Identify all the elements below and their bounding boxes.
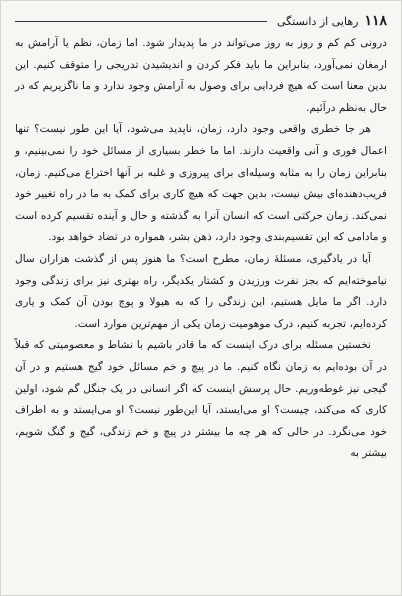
paragraph: هر جا خطری واقعی وجود دارد، زمان، ناپدید می‌شود، آیا این طور نیست؟ تنها اعمال فوری و آنی واقعیت دارند. اما ما خطر بسیاری از مسائل خود را نمی‌بینیم، و بنابراین زمان را به مثابه وسیله‌ای برای پیروزی و غلبه بر آنها اختراع می‌کنیم. زمان، فریب‌دهنده‌ای بیش نیست، بدین جهت که هیچ کاری برای کمک به ما در راه تغییر خود نمی‌کند. زمان حرکتی است که انسان آنرا به گذشته و حال و آینده تقسیم کرده است و مادامی که این تقسیم‌بندی وجود دارد، ذهن بشر، همواره در تضاد خواهد بود. — [15, 123, 387, 244]
paragraph: آیا در یادگیری، مسئلهٔ زمان، مطرح است؟ ما هنوز پس از گذشت هزاران سال نیاموخته‌ایم که بجز نفرت ورزیدن و کشتار یکدیگر، راه بهتری نیز برای زندگی وجود دارد. اگر ما مایل هستیم، این زندگی را که به هیولا و پوچ بودن آن کمک و یاری کرده‌ایم، تجربه کنیم، درک موهومیت زمان یکی از مهم‌ترین موارد است. — [15, 252, 387, 330]
paragraph: درونی کم کم و روز به روز می‌تواند در ما پدیدار شود. اما زمان، نظم یا آرامش به ارمغان نمی‌آورد، بنابراین ما باید فکر کردن و اندیشیدن تدریجی را متوقف کنیم. این بدین معنا است که هیچ فردایی برای وصول به آرامش وجود ندارد و ما ناگزیریم که در حال به‌نظم درآئیم. — [15, 37, 387, 114]
running-title: رهایی از دانستگی — [276, 14, 359, 28]
paragraph: نخستین مسئله برای درک اینست که ما قادر باشیم با نشاط و معصومیتی که قبلاً در آن بوده‌ایم به زمان نگاه کنیم. ما در پیچ و خم مسائل خود گیج هستیم و در آن گیجی نیز غوطه‌وریم. حال پرسش اینست که اگر انسانی در یک جنگل گم شود، اولین کاری که می‌کند، چیست؟ او می‌ایستد، آیا این‌طور نیست؟ او می‌ایستد و به اطراف خود می‌نگرد. در حالی که هر چه ما بیشتر در پیچ و خم زندگی، گیج و گنگ شویم، بیشتر به — [15, 339, 387, 460]
page-header — [15, 9, 387, 33]
header-rule — [15, 21, 267, 22]
page-number: ۱۱۸ — [364, 13, 387, 29]
page-body — [15, 33, 387, 585]
